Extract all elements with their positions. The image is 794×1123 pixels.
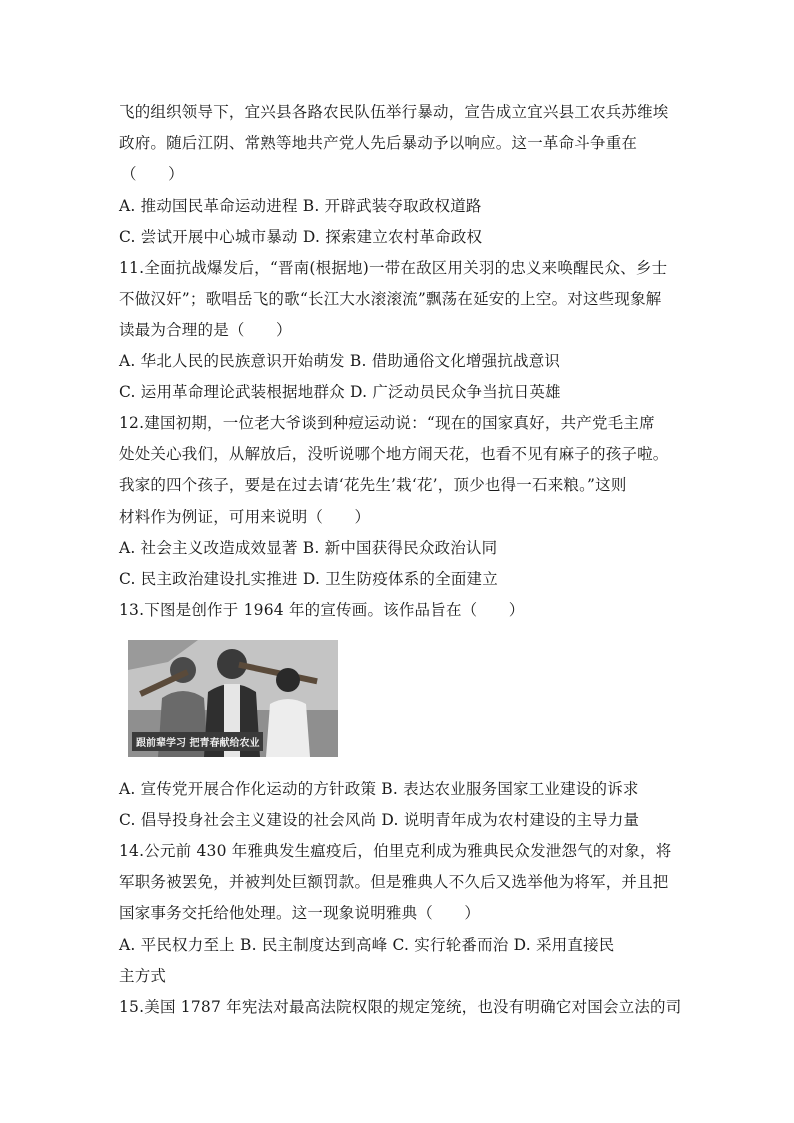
q13-options-ab: A. 宣传党开展合作化运动的方针政策 B. 表达农业服务国家工业建设的诉求 bbox=[119, 780, 639, 798]
q12-stem-line-4: 材料作为例证，可用来说明（ ） bbox=[119, 508, 371, 526]
q10-answer-bracket: （ ） bbox=[121, 165, 184, 183]
q14-stem-line-1: 14.公元前 430 年雅典发生瘟疫后，伯里克利成为雅典民众发泄怨气的对象，将 bbox=[119, 842, 672, 860]
propaganda-poster-image bbox=[128, 640, 338, 757]
q12-stem-line-1: 12.建国初期，一位老大爷谈到种痘运动说：“现在的国家真好，共产党毛主席 bbox=[119, 414, 655, 432]
q13-options-cd: C. 倡导投身社会主义建设的社会风尚 D. 说明青年成为农村建设的主导力量 bbox=[119, 811, 640, 829]
q12-stem-line-3: 我家的四个孩子，要是在过去请‘花先生’栽‘花’，顶少也得一石来粮。”这则 bbox=[119, 476, 627, 494]
q14-stem-line-2: 军职务被罢免，并被判处巨额罚款。但是雅典人不久后又选举他为将军，并且把 bbox=[119, 873, 669, 891]
q11-options-ab: A. 华北人民的民族意识开始萌发 B. 借助通俗文化增强抗战意识 bbox=[119, 352, 561, 370]
q14-stem-line-3: 国家事务交托给他处理。这一现象说明雅典（ ） bbox=[119, 904, 481, 922]
q11-stem-line-1: 11.全面抗战爆发后，“晋南(根据地)一带在敌区用关羽的忠义来唤醒民众、乡士 bbox=[119, 259, 668, 277]
q11-stem-line-2: 不做汉奸”；歌唱岳飞的歌“长江大水滚滚流”飘荡在延安的上空。对这些现象解 bbox=[119, 290, 662, 308]
q10-options-cd: C. 尝试开展中心城市暴动 D. 探索建立农村革命政权 bbox=[119, 228, 483, 246]
q12-stem-line-2: 处处关心我们，从解放后，没听说哪个地方闹天花，也看不见有麻子的孩子啦。 bbox=[119, 445, 669, 463]
q15-stem-line-1: 15.美国 1787 年宪法对最高法院权限的规定笼统，也没有明确它对国会立法的司 bbox=[119, 998, 682, 1016]
q10-options-ab: A. 推动国民革命运动进程 B. 开辟武装夺取政权道路 bbox=[119, 197, 482, 215]
q11-options-cd: C. 运用革命理论武装根据地群众 D. 广泛动员民众争当抗日英雄 bbox=[119, 383, 561, 401]
q14-options: A. 平民权力至上 B. 民主制度达到高峰 C. 实行轮番而治 D. 采用直接民 bbox=[119, 936, 615, 954]
q10-stem-line-2: 政府。随后江阴、常熟等地共产党人先后暴动予以响应。这一革命斗争重在 bbox=[119, 134, 638, 152]
q10-stem-line-1: 飞的组织领导下，宜兴县各路农民队伍举行暴动，宣告成立宜兴县工农兵苏维埃 bbox=[119, 103, 669, 121]
poster-caption: 跟前辈学习 把青春献给农业 bbox=[132, 732, 263, 751]
q11-stem-line-3: 读最为合理的是（ ） bbox=[119, 321, 292, 339]
q12-options-ab: A. 社会主义改造成效显著 B. 新中国获得民众政治认同 bbox=[119, 539, 498, 557]
q14-options-cont: 主方式 bbox=[119, 967, 167, 985]
q12-options-cd: C. 民主政治建设扎实推进 D. 卫生防疫体系的全面建立 bbox=[119, 570, 498, 588]
q13-stem-line-1: 13.下图是创作于 1964 年的宣传画。该作品旨在（ ） bbox=[119, 601, 525, 619]
